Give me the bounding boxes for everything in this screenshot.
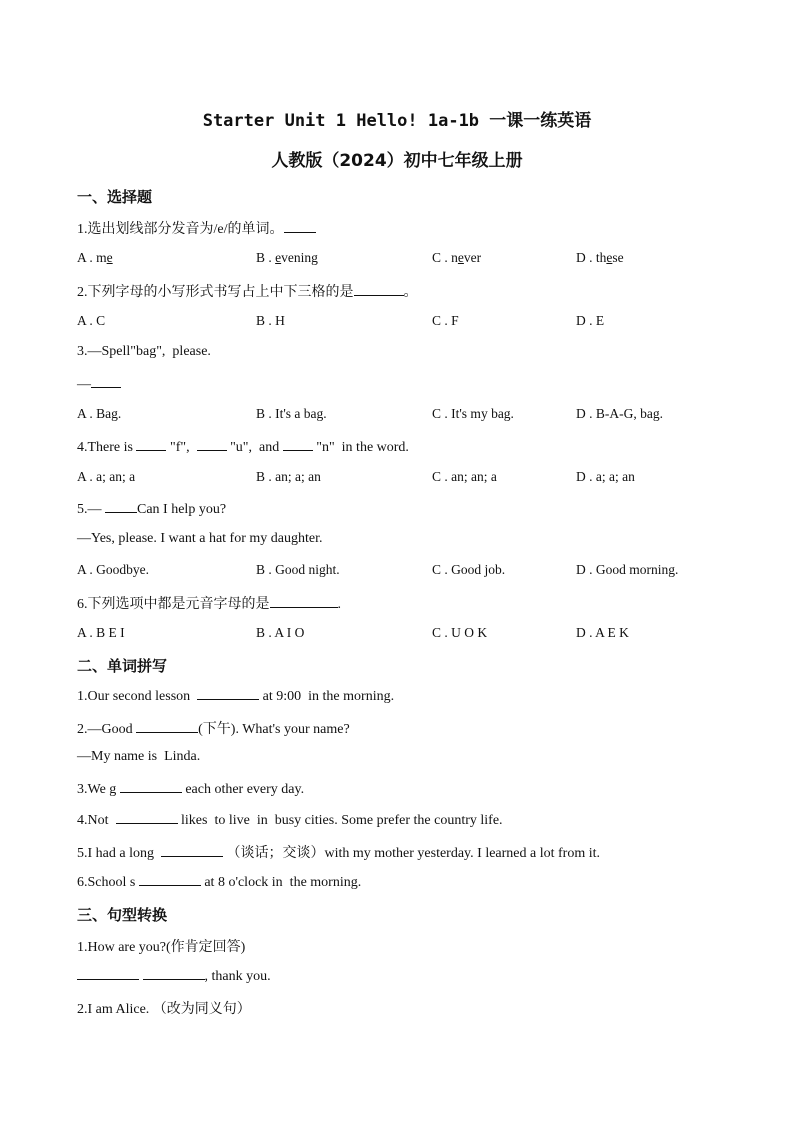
question-stem: 6.下列选项中都是元音字母的是: [77, 597, 270, 612]
section-heading-choice: 一、选择题: [77, 188, 153, 206]
question-text: "n" in the word.: [312, 440, 409, 455]
underlined-letter: e: [106, 250, 113, 265]
page-title: Starter Unit 1 Hello! 1a-1b 一课一练英语: [202, 111, 592, 131]
option-a[interactable]: A . B E I: [77, 625, 125, 640]
option-d[interactable]: D . E: [576, 313, 605, 328]
question-1-2: [77, 281, 418, 301]
underlined-letter: e: [457, 250, 464, 265]
answer-blank[interactable]: [91, 375, 121, 388]
option-a[interactable]: A . Bag.: [77, 406, 122, 421]
question-text: at 9:00 in the morning.: [259, 689, 395, 704]
option-d[interactable]: D . Good morning.: [576, 562, 679, 577]
option-text: C . n: [432, 250, 458, 265]
question-text: 5.—: [77, 502, 105, 517]
question-text: 6.School s: [77, 875, 139, 890]
answer-blank[interactable]: [136, 720, 198, 733]
answer-blank[interactable]: [143, 967, 205, 980]
question-2-5: [77, 842, 600, 862]
question-text: (下午). What's your name?: [198, 722, 350, 737]
answer-blank[interactable]: [120, 780, 182, 793]
question-3-2: 2.I am Alice. （改为同义句）: [77, 1002, 251, 1017]
question-1-5: [77, 500, 226, 518]
question-text: （谈话；交谈）with my mother yesterday. I learned a lot from it.: [222, 846, 600, 861]
answer-blank[interactable]: [197, 438, 227, 451]
question-text: Can I help you?: [137, 502, 227, 517]
question-text: each other every day.: [181, 782, 305, 797]
answer-blank[interactable]: [270, 595, 338, 608]
option-d[interactable]: D . B-A-G, bag.: [576, 406, 663, 421]
question-text: likes to live in busy cities. Some prefer the country life.: [177, 813, 503, 828]
question-2-2: [77, 718, 350, 738]
option-c[interactable]: [432, 250, 481, 266]
option-text: D . th: [576, 250, 607, 265]
answer-line: [77, 375, 121, 393]
question-stem: 2.下列字母的小写形式书写占上中下三格的是: [77, 285, 354, 300]
option-c[interactable]: C . F: [432, 313, 459, 328]
answer-blank[interactable]: [283, 438, 313, 451]
answer-blank[interactable]: [77, 967, 139, 980]
option-b[interactable]: B . It's a bag.: [256, 406, 327, 421]
question-2-6: [77, 873, 361, 891]
punctuation: 。: [403, 285, 418, 300]
question-text: "u", and: [226, 440, 283, 455]
question-2-3: [77, 780, 304, 798]
option-b[interactable]: B . Good night.: [256, 562, 340, 577]
question-1-6: [77, 593, 341, 613]
reply-line: —Yes, please. I want a hat for my daughter.: [77, 531, 323, 546]
question-text: "f",: [166, 440, 197, 455]
option-text: vening: [281, 250, 318, 265]
answer-blank[interactable]: [116, 811, 178, 824]
underlined-letter: e: [275, 250, 282, 265]
question-1-3: 3.—Spell"bag", please.: [77, 344, 211, 359]
question-2-1: [77, 687, 394, 705]
question-text: 1.Our second lesson: [77, 689, 198, 704]
option-text: B .: [256, 250, 276, 265]
answer-line: [77, 967, 271, 985]
answer-blank[interactable]: [161, 844, 223, 857]
question-text: 4.There is: [77, 440, 137, 455]
answer-blank[interactable]: [139, 873, 201, 886]
page-subtitle: 人教版（2024）初中七年级上册: [271, 151, 523, 171]
answer-blank[interactable]: [354, 283, 404, 296]
section-heading-spelling: 二、单词拼写: [77, 657, 168, 675]
option-text: A . m: [77, 250, 107, 265]
option-b[interactable]: B . H: [256, 313, 285, 328]
answer-blank[interactable]: [284, 220, 316, 233]
answer-blank[interactable]: [105, 500, 137, 513]
option-b[interactable]: [256, 250, 318, 266]
option-c[interactable]: C . U O K: [432, 625, 488, 640]
option-c[interactable]: C . Good job.: [432, 562, 506, 577]
question-stem: 1.选出划线部分发音为/e/的单词。: [77, 222, 284, 237]
option-a[interactable]: [77, 250, 113, 266]
option-b[interactable]: B . A I O: [256, 625, 305, 640]
option-b[interactable]: B . an; a; an: [256, 469, 321, 484]
question-text: at 8 o'clock in the morning.: [200, 875, 362, 890]
question-2-4: [77, 811, 503, 829]
dash: —: [77, 377, 91, 392]
question-text: 3.We g: [77, 782, 120, 797]
answer-tail: , thank you.: [204, 969, 271, 984]
question-text: 4.Not: [77, 813, 116, 828]
question-3-1: 1.How are you?(作肯定回答): [77, 940, 246, 955]
answer-blank[interactable]: [136, 438, 166, 451]
option-text: ver: [463, 250, 482, 265]
option-d[interactable]: [576, 250, 624, 266]
option-d[interactable]: D . a; a; an: [576, 469, 635, 484]
question-text: 5.I had a long: [77, 846, 161, 861]
question-1-1: [77, 218, 316, 238]
punctuation: .: [337, 597, 341, 612]
reply-line: —My name is Linda.: [77, 749, 201, 764]
option-c[interactable]: C . It's my bag.: [432, 406, 514, 421]
question-text: 2.—Good: [77, 722, 137, 737]
option-a[interactable]: A . Goodbye.: [77, 562, 149, 577]
section-heading-transform: 三、句型转换: [77, 906, 168, 924]
option-d[interactable]: D . A E K: [576, 625, 629, 640]
answer-blank[interactable]: [197, 687, 259, 700]
question-1-4: [77, 438, 409, 456]
option-text: se: [612, 250, 624, 265]
underlined-letter: e: [606, 250, 613, 265]
option-c[interactable]: C . an; an; a: [432, 469, 497, 484]
option-a[interactable]: A . C: [77, 313, 106, 328]
option-a[interactable]: A . a; an; a: [77, 469, 136, 484]
